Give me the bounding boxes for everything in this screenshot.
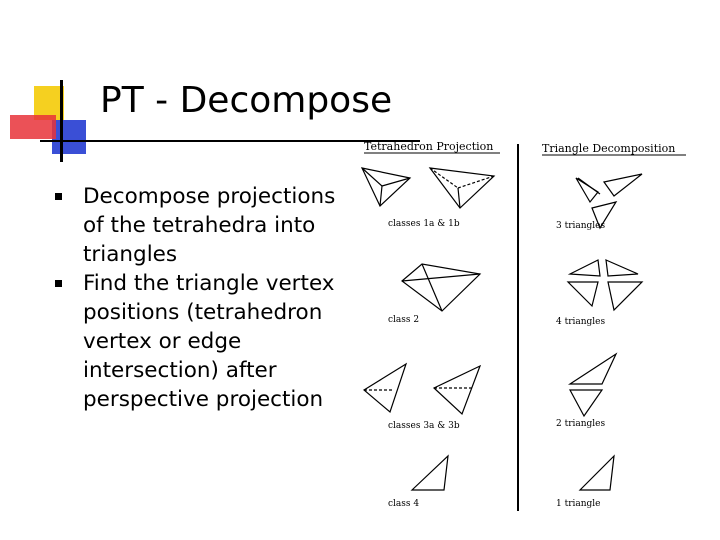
logo-blue-square (52, 120, 86, 154)
class-1-projection (362, 168, 494, 208)
logo-red-square (10, 115, 56, 139)
bullet-text: Find the triangle vertex positions (tetrahedron vertex or edge intersection) after perspective projection (83, 271, 335, 412)
row-4-left-label: class 4 (388, 499, 420, 509)
row-2-right-label: 4 triangles (556, 317, 606, 327)
bullet-square-icon (55, 280, 62, 287)
four-triangles-drawing (568, 260, 642, 310)
bullet-item (55, 269, 340, 414)
bullet-text: Decompose projections of the tetrahedra into triangles (83, 184, 336, 267)
slide-title: PT - Decompose (100, 80, 393, 121)
right-column-header: Triangle Decomposition (542, 142, 676, 155)
two-triangles-drawing (570, 354, 616, 416)
row-1-right-label: 3 triangles (556, 221, 606, 231)
row-1-left-label: classes 1a & 1b (388, 219, 460, 229)
bullet-square-icon (55, 193, 62, 200)
slide-logo (0, 0, 100, 170)
tetrahedron-decomposition-figure (352, 136, 697, 516)
left-column-header: Tetrahedron Projection (364, 140, 494, 153)
row-3-left-label: classes 3a & 3b (388, 421, 460, 431)
class-2-projection (402, 264, 480, 311)
bullet-item (55, 182, 340, 269)
class-3-projection (364, 364, 480, 414)
logo-yellow-square (34, 86, 64, 120)
row-2-left-label: class 2 (388, 315, 420, 325)
class-4-projection (412, 456, 448, 490)
one-triangle-drawing (580, 456, 614, 490)
row-3-right-label: 2 triangles (556, 419, 606, 429)
logo-vertical-bar (60, 80, 63, 162)
bullet-list (55, 182, 340, 414)
three-triangles-drawing (576, 174, 642, 228)
row-4-right-label: 1 triangle (556, 499, 601, 509)
